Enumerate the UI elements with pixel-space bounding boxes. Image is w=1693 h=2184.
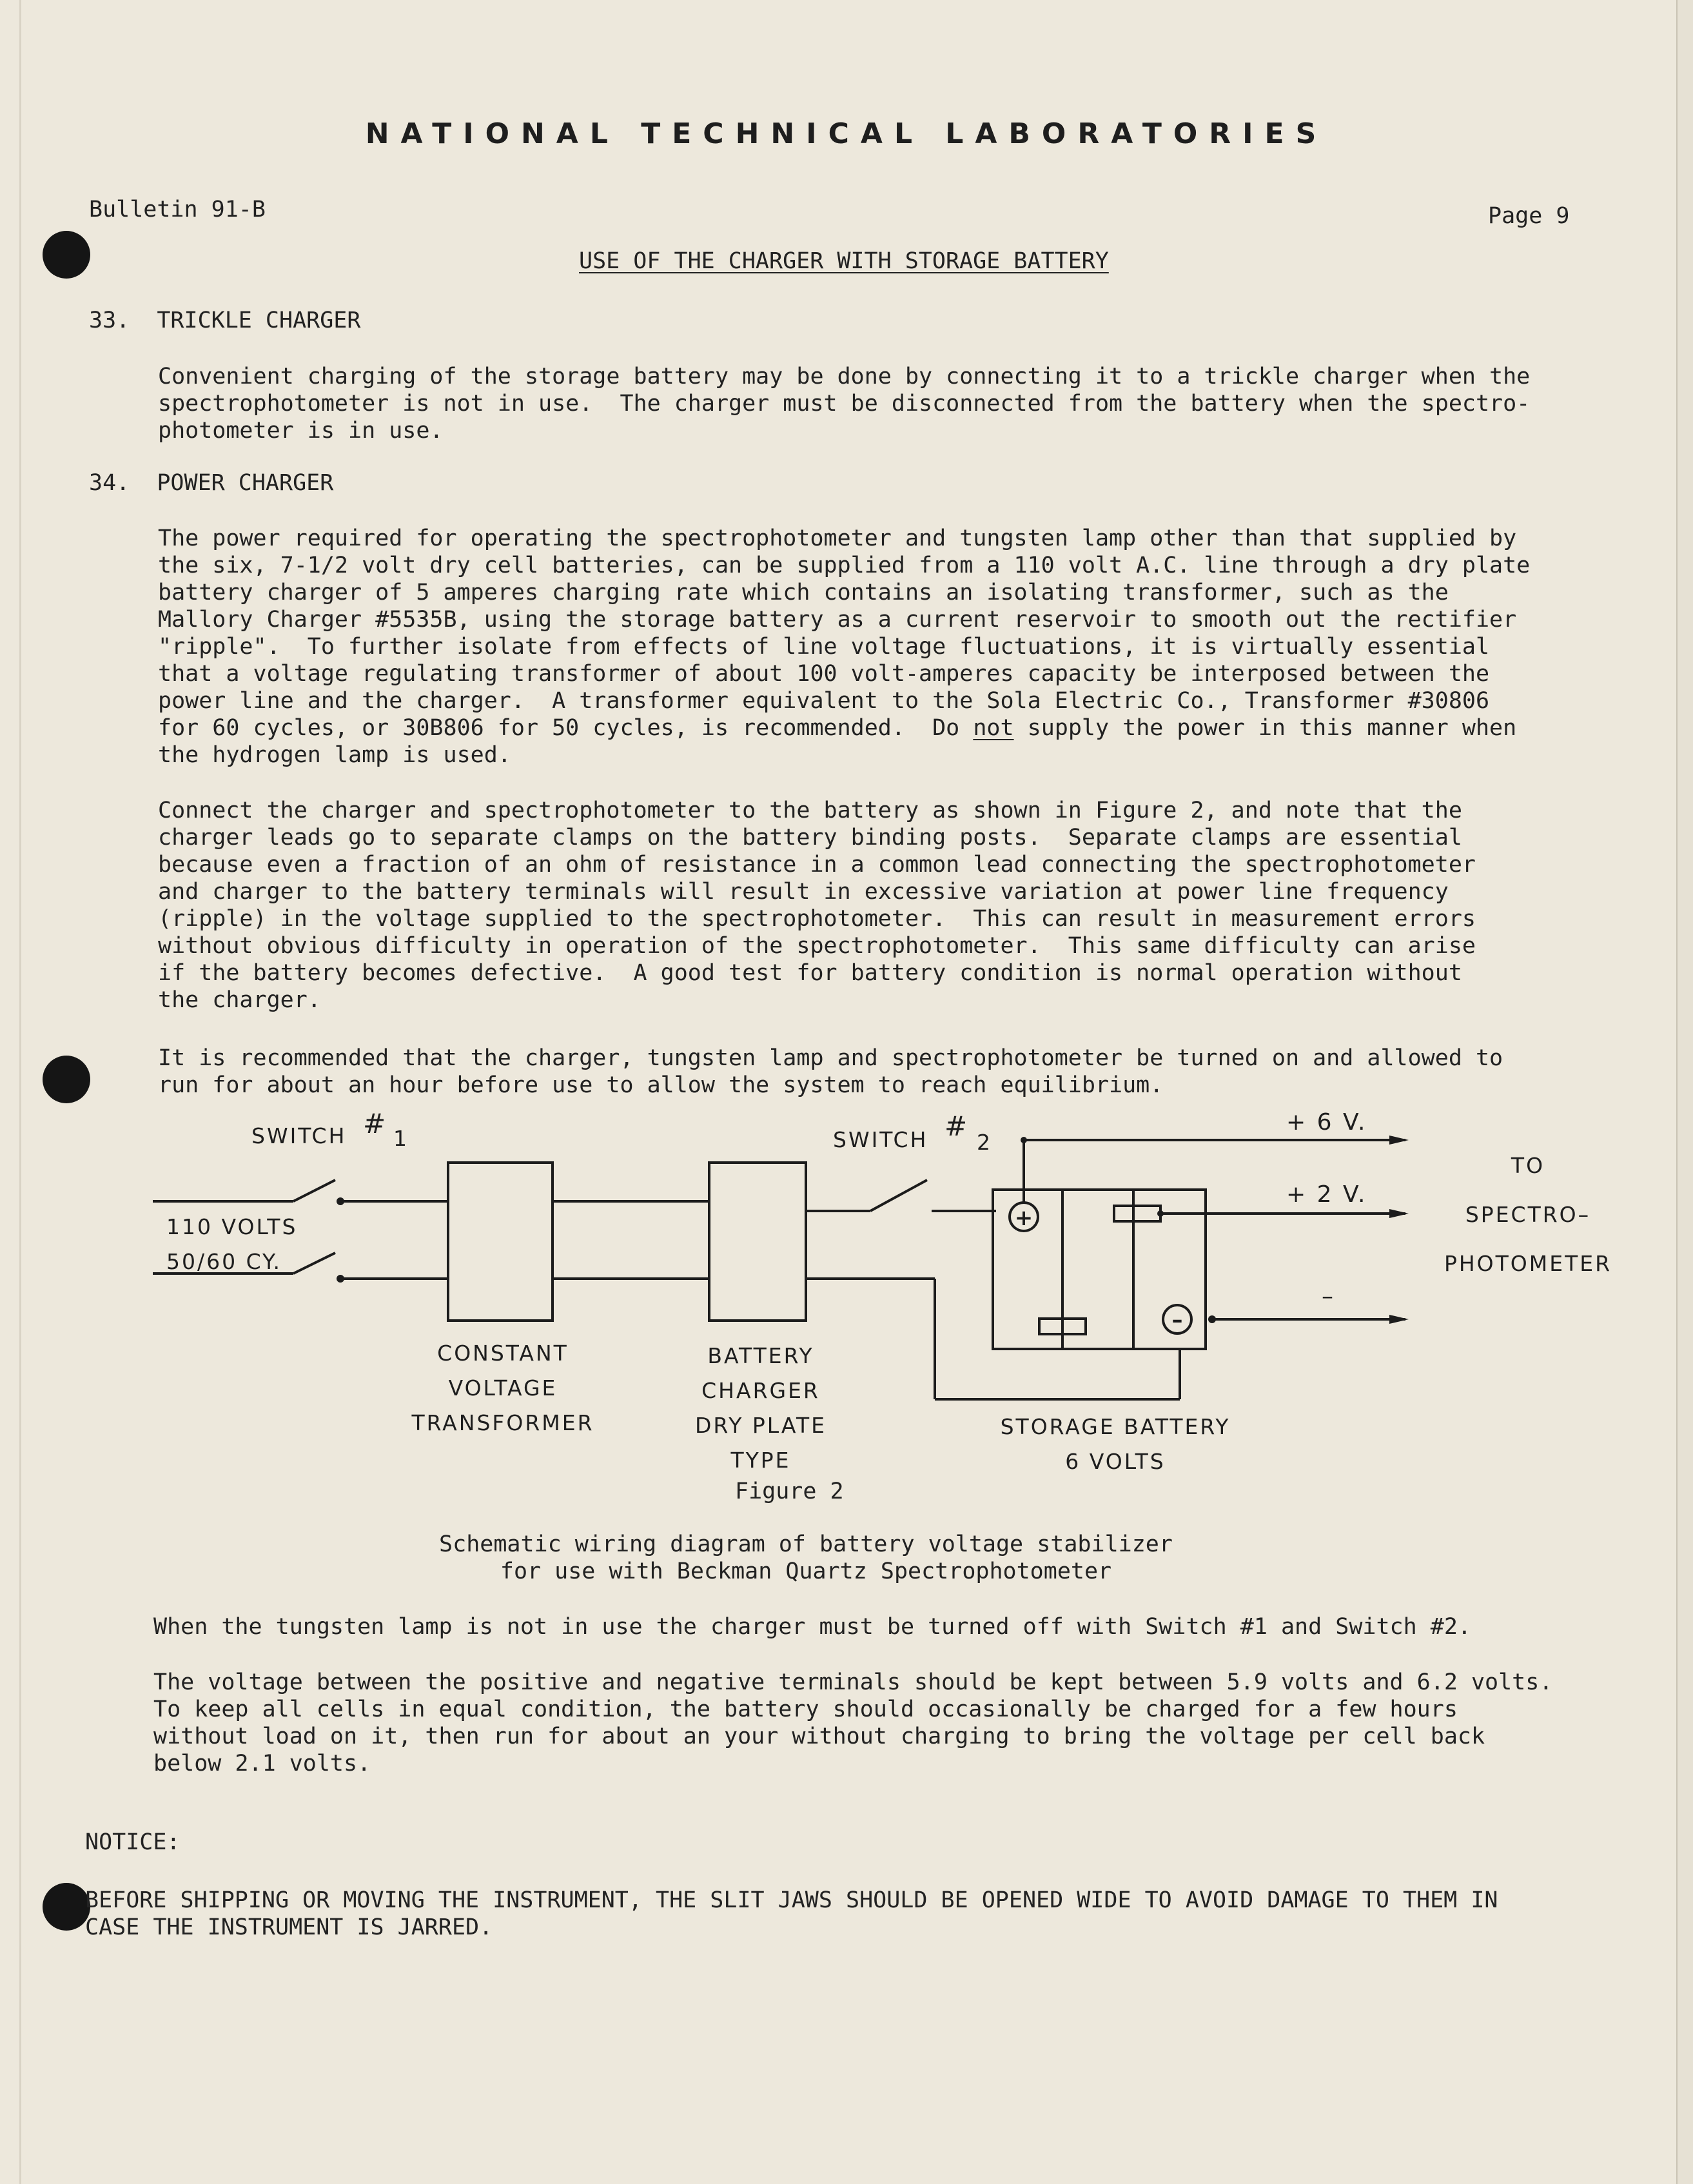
charger-label: BATTERY CHARGER DRY PLATE TYPE [695,1343,827,1473]
junction-6v [1021,1137,1027,1143]
charger-box [709,1163,806,1321]
notice-text: BEFORE SHIPPING OR MOVING THE INSTRUMENT, THE SLIT JAWS SHOULD BE OPENED WIDE TO AVOID DAMAGE TO THEM IN CASE THE INSTRUMENT IS JARRED. [85,1887,1498,1940]
switch-1-number-sign: # [363,1108,388,1139]
negative-sign: – [1171,1307,1183,1333]
switch-2-blade [870,1180,927,1211]
switch-off-instruction: When the tungsten lamp is not in use the charger must be turned off with Switch #1 and Switch #2. [153,1614,1471,1640]
notice-label: NOTICE: [85,1829,181,1855]
battery-label: STORAGE BATTERY 6 VOLTS [1000,1414,1231,1474]
arrow-2v [1389,1209,1409,1218]
letterhead: NATIONAL TECHNICAL LABORATORIES [365,117,1328,150]
switch-2-number: 2 [977,1130,992,1155]
junction-negative [1208,1315,1216,1323]
switch-1-contact-top [338,1199,343,1204]
switch-1-blade-top [293,1180,335,1201]
transformer-box [448,1163,553,1321]
punch-hole-bottom [43,1883,90,1931]
section-34-heading: 34. POWER CHARGER [89,470,334,496]
bulletin-number: Bulletin 91-B [89,197,266,222]
output-negative-label: – [1322,1283,1335,1310]
section-34-paragraph-2: Connect the charger and spectrophotometer to the battery as shown in Figure 2, and note that the charger leads go to separate clamps on the battery binding posts. Separate clamps are essential because even a fraction of an ohm of resistance in a common lead connecting the spectrophotometer and charger to the battery terminals will result in excessive variation at power line frequency (ripple) in the voltage supplied to the spectrophotometer. This can result in measurement errors without obvious difficulty in operation of the spectrophotometer. This same difficulty can arise if the battery becomes defective. A good test for battery condition is normal operation without the charger. [158,798,1476,1013]
switch-2-number-sign: # [944,1110,970,1142]
section-title: USE OF THE CHARGER WITH STORAGE BATTERY [579,248,1109,274]
arrow-6v [1389,1136,1409,1145]
section-33-heading: 33. TRICKLE CHARGER [89,308,361,333]
switch-1-label: SWITCH [251,1123,347,1148]
arrow-negative [1389,1315,1409,1324]
output-6v-label: + 6 V. [1286,1109,1367,1136]
figure-caption: Schematic wiring diagram of battery voltage stabilizer for use with Beckman Quartz Spectrophotometer [439,1531,1173,1584]
section-33-text: Convenient charging of the storage battery may be done by connecting it to a trickle charger when the spectrophotometer is not in use. The charger must be disconnected from the battery when the spectro- photometer is in use. [158,364,1531,444]
switch-1-number: 1 [393,1126,409,1151]
page-edge [19,0,21,2184]
page-number: Page 9 [1488,203,1570,229]
section-34-paragraph-1: The power required for operating the spectrophotometer and tungsten lamp other than that supplied by the six, 7-1/2 volt dry cell batteries, can be supplied from a 110 volt A.C. line through a dry plate battery charger of 5 amperes charging rate which contains an isolating transformer, such as the Mallory Charger #5535B, using the storage battery as a current reservoir to smooth out the rectifier "ripple". To further isolate from effects of line voltage fluctuations, it is virtually essential that a voltage regulating transformer of about 100 volt-amperes capacity be interposed between the power line and the charger. A transformer equivalent to the Sola Electric Co., Transformer #30806 for 60 cycles, or 30B806 for 50 cycles, is recommended. Do not supply the power in this manner when the hydrogen lamp is used. [158,526,1531,768]
input-label: 110 VOLTS 50/60 CY. [166,1214,298,1274]
output-2v-label: + 2 V. [1286,1181,1367,1208]
switch-2-label: SWITCH [833,1127,928,1152]
section-34-paragraph-3: It is recommended that the charger, tungsten lamp and spectrophotometer be turned on and allowed to run for about an hour before use to allow the system to reach equilibrium. [158,1045,1503,1098]
punch-hole-top [43,231,90,279]
switch-1-blade-bottom [293,1253,335,1274]
battery-plate-right [1114,1206,1160,1221]
destination-label: TO SPECTRO– PHOTOMETER [1443,1153,1612,1276]
switch-1-contact-bottom [338,1276,343,1281]
positive-sign: + [1014,1205,1033,1231]
transformer-label: CONSTANT VOLTAGE TRANSFORMER [411,1341,594,1435]
voltage-instruction: The voltage between the positive and negative terminals should be kept between 5.9 volts and 6.2 volts. To keep all cells in equal condition, the battery should occasionally be charged for a few hours without load on it, then run for about an your without charging to bring the voltage per cell back below 2.1 volts. [153,1669,1553,1776]
figure-label: Figure 2 [735,1479,844,1504]
